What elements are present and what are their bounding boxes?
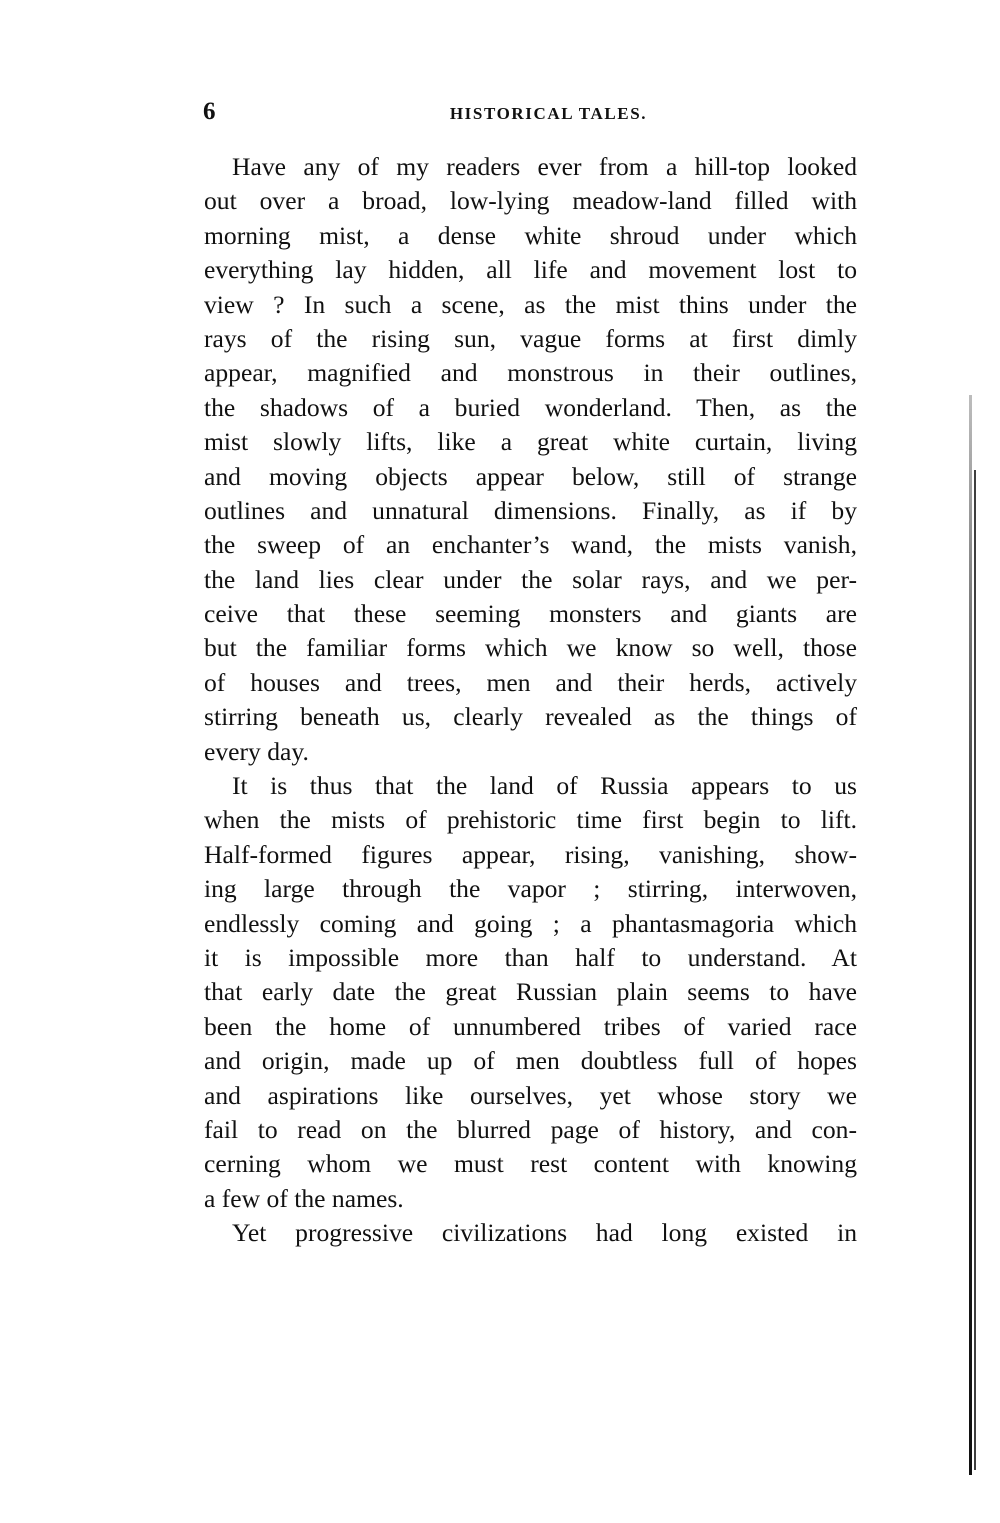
- body-text: [204, 150, 857, 1251]
- text-line: morning mist, a dense white shroud under which: [204, 220, 857, 250]
- running-title: HISTORICAL TALES.: [449, 104, 648, 123]
- page-header: [203, 97, 858, 131]
- text-line: and moving objects appear below, still of strange: [204, 461, 857, 491]
- page-edge-shadow: [969, 395, 972, 1475]
- text-line: it is impossible more than half to understand. At: [204, 942, 857, 972]
- text-line: ceive that these seeming monsters and giants are: [204, 599, 857, 629]
- page-edge-line: [974, 470, 976, 1470]
- text-line: stirring beneath us, clearly revealed as the things of: [204, 702, 857, 732]
- text-line: everything lay hidden, all life and movement lost to: [204, 255, 857, 285]
- text-line: endlessly coming and going ; a phantasmagoria which: [204, 908, 857, 938]
- page-number: 6: [203, 98, 216, 125]
- text-line: the land lies clear under the solar rays, and we per-: [204, 564, 857, 594]
- text-line: that early date the great Russian plain seems to have: [204, 977, 857, 1007]
- text-line: the sweep of an enchanter’s wand, the mists vanish,: [204, 530, 857, 560]
- text-line: outlines and unnatural dimensions. Finally, as if by: [204, 495, 857, 525]
- text-line: It is thus that the land of Russia appears to us: [232, 771, 857, 801]
- text-line: and aspirations like ourselves, yet whose story we: [204, 1080, 857, 1110]
- text-line: cerning whom we must rest content with knowing: [204, 1149, 857, 1179]
- text-line: Half-formed figures appear, rising, vanishing, show-: [204, 839, 857, 869]
- text-line: when the mists of prehistoric time first begin to lift.: [204, 805, 857, 835]
- text-line: ing large through the vapor ; stirring, interwoven,: [204, 874, 857, 904]
- text-line: fail to read on the blurred page of history, and con-: [204, 1114, 857, 1144]
- text-line: appear, magnified and monstrous in their outlines,: [204, 358, 857, 388]
- text-line: a few of the names.: [204, 1183, 404, 1213]
- text-line: of houses and trees, men and their herds, actively: [204, 667, 857, 697]
- text-line: and origin, made up of men doubtless full of hopes: [204, 1046, 857, 1076]
- text-line: mist slowly lifts, like a great white curtain, living: [204, 427, 857, 457]
- text-line: but the familiar forms which we know so well, those: [204, 633, 857, 663]
- text-line: view ? In such a scene, as the mist thins under the: [204, 289, 857, 319]
- text-line: rays of the rising sun, vague forms at first dimly: [204, 323, 857, 353]
- text-line: out over a broad, low-lying meadow-land filled with: [204, 186, 857, 216]
- text-line: been the home of unnumbered tribes of varied race: [204, 1011, 857, 1041]
- text-line: Yet progressive civilizations had long existed in: [232, 1218, 857, 1248]
- text-line: every day.: [204, 736, 309, 766]
- text-line: the shadows of a buried wonderland. Then, as the: [204, 392, 857, 422]
- text-line: Have any of my readers ever from a hill-top looked: [232, 152, 857, 181]
